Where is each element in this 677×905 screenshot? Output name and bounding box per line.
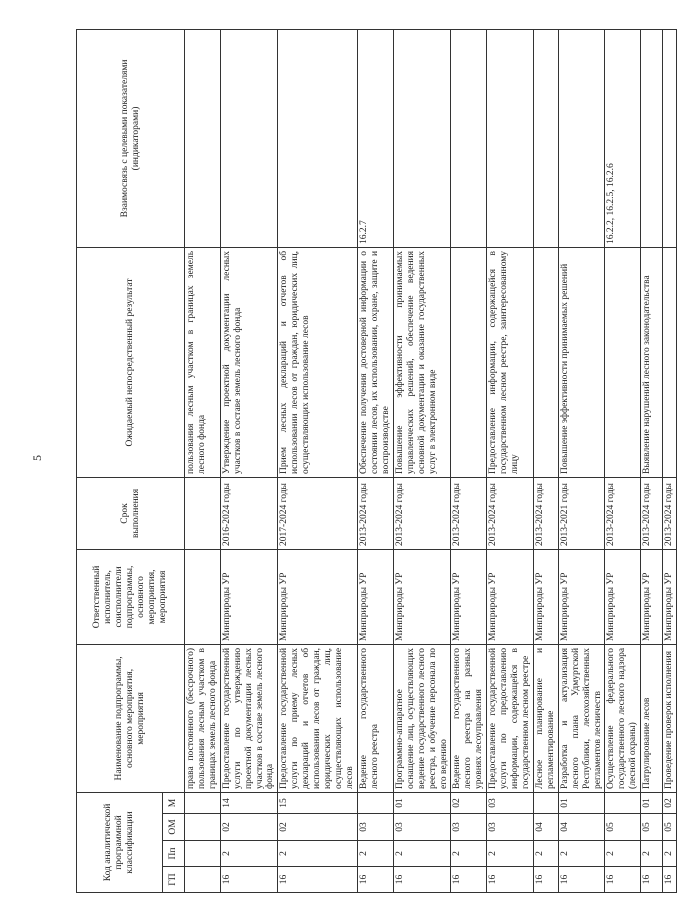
cell-m: 01 xyxy=(641,792,663,813)
table-stage xyxy=(76,30,675,893)
cell-gp: 16 xyxy=(605,867,641,893)
cell-name: Ведение государственного лесного реестра xyxy=(357,644,393,792)
cell-link xyxy=(393,29,451,247)
cell-executor: Минприроды УР xyxy=(641,549,663,644)
cell-executor xyxy=(185,549,221,644)
cell-name: Программно-аппаратное оснащение лиц, осуществляющих ведение государственного лесного реестра, и обучение персонала по его ведению xyxy=(393,644,451,792)
cell-pp: 2 xyxy=(663,841,677,867)
cell-gp: 16 xyxy=(641,867,663,893)
cell-gp: 16 xyxy=(533,867,558,893)
header-term: Срок выполнения xyxy=(77,477,185,549)
cell-pp: 2 xyxy=(220,841,278,867)
table-row xyxy=(451,29,487,892)
cell-term: 2013-2024 годы xyxy=(533,477,558,549)
cell-name: Предоставление государственной услуги по приему лесных деклараций и отчетов об использовании лесов от граждан, юридических лиц, осуществляющих использование лесов xyxy=(278,644,357,792)
cell-result: Предоставление информации, содержащейся в государственном лесном реестре, заинтересованному лицу xyxy=(487,247,534,477)
cell-gp: 16 xyxy=(558,867,605,893)
table-row xyxy=(487,29,534,892)
cell-term: 2013-2024 годы xyxy=(663,477,677,549)
header-link: Взаимосвязь с целевыми показателями (индикаторами) xyxy=(77,29,185,247)
cell-pp xyxy=(185,841,221,867)
cell-m xyxy=(533,792,558,813)
cell-pp: 2 xyxy=(487,841,534,867)
cell-om: 03 xyxy=(451,814,487,841)
cell-link: 16.2.7 xyxy=(357,29,393,247)
table-row xyxy=(605,29,641,892)
cell-gp xyxy=(185,867,221,893)
cell-name: Предоставление государственной услуги по утверждению проектной документации лесных участков в составе земель лесного фонда xyxy=(220,644,278,792)
cell-result: Прием лесных деклараций и отчетов об использовании лесов от граждан, юридических лиц, осуществляющих использование лесов xyxy=(278,247,357,477)
cell-term xyxy=(185,477,221,549)
cell-executor: Минприроды УР xyxy=(220,549,278,644)
table-row xyxy=(533,29,558,892)
cell-executor: Минприроды УР xyxy=(393,549,451,644)
cell-result: Повышение эффективности принимаемых решений xyxy=(558,247,605,477)
cell-om: 04 xyxy=(533,814,558,841)
cell-name: Разработка и актуализация лесного плана Удмуртской Республики, лесохозяйственных регламентов лесничеств xyxy=(558,644,605,792)
cell-link xyxy=(487,29,534,247)
cell-gp: 16 xyxy=(487,867,534,893)
cell-m: 01 xyxy=(558,792,605,813)
cell-name: Ведение государственного лесного реестра на разных уровнях лесоуправления xyxy=(451,644,487,792)
cell-link xyxy=(220,29,278,247)
cell-m: 14 xyxy=(220,792,278,813)
cell-term: 2016-2024 годы xyxy=(220,477,278,549)
cell-m xyxy=(185,792,221,813)
cell-m: 03 xyxy=(487,792,534,813)
cell-name: Предоставление государственной услуги по предоставлению информации, содержащейся в государственном лесном реестре xyxy=(487,644,534,792)
cell-gp: 16 xyxy=(357,867,393,893)
cell-name: Лесное планирование и регламентирование xyxy=(533,644,558,792)
cell-m xyxy=(357,792,393,813)
cell-term: 2013-2024 годы xyxy=(487,477,534,549)
cell-gp: 16 xyxy=(393,867,451,893)
header-result: Ожидаемый непосредственный результат xyxy=(77,247,185,477)
cell-link xyxy=(451,29,487,247)
cell-m: 02 xyxy=(663,792,677,813)
cell-result: Повышение эффективности принимаемых управленческих решений, обеспечение ведения основной документации и оказание государственных услуг в электронном виде xyxy=(393,247,451,477)
table-row xyxy=(558,29,605,892)
cell-link xyxy=(533,29,558,247)
header-gp: ГП xyxy=(163,867,185,893)
cell-link xyxy=(558,29,605,247)
cell-executor: Минприроды УР xyxy=(278,549,357,644)
table-row xyxy=(185,29,221,892)
cell-term: 2013-2024 годы xyxy=(393,477,451,549)
cell-term: 2013-2024 годы xyxy=(605,477,641,549)
cell-pp: 2 xyxy=(451,841,487,867)
cell-result: пользования лесным участком в границах земель лесного фонда xyxy=(185,247,221,477)
page-number: 5 xyxy=(30,455,44,461)
cell-result xyxy=(451,247,487,477)
header-name: Наименование подпрограммы, основного мероприятия, мероприятия xyxy=(77,644,185,792)
cell-result: Обеспечение получения достоверной информации о состоянии лесов, их использовании, охране, защите и воспроизводстве xyxy=(357,247,393,477)
cell-result: Выявление нарушений лесного законодательства xyxy=(641,247,663,477)
header-code-group: Код аналитической программной классификации xyxy=(77,792,163,892)
cell-pp: 2 xyxy=(393,841,451,867)
cell-om: 03 xyxy=(357,814,393,841)
table-row xyxy=(357,29,393,892)
cell-link: 16.2.2, 16.2.5, 16.2.6 xyxy=(605,29,641,247)
cell-m: 15 xyxy=(278,792,357,813)
cell-executor: Минприроды УР xyxy=(558,549,605,644)
cell-result xyxy=(663,247,677,477)
cell-executor: Минприроды УР xyxy=(533,549,558,644)
cell-pp: 2 xyxy=(357,841,393,867)
cell-executor: Минприроды УР xyxy=(357,549,393,644)
cell-pp: 2 xyxy=(533,841,558,867)
cell-executor: Минприроды УР xyxy=(605,549,641,644)
table-row xyxy=(641,29,663,892)
table-row xyxy=(220,29,278,892)
cell-pp: 2 xyxy=(558,841,605,867)
cell-m: 02 xyxy=(451,792,487,813)
cell-om: 05 xyxy=(641,814,663,841)
cell-m: 01 xyxy=(393,792,451,813)
header-executor: Ответственный исполнитель, соисполнители подпрограммы, основного мероприятия, мероприятия xyxy=(77,549,185,644)
cell-gp: 16 xyxy=(663,867,677,893)
table-row xyxy=(278,29,357,892)
cell-term: 2013-2024 годы xyxy=(357,477,393,549)
cell-link xyxy=(185,29,221,247)
cell-name: Проведение проверок исполнения xyxy=(663,644,677,792)
cell-result xyxy=(605,247,641,477)
cell-executor: Минприроды УР xyxy=(663,549,677,644)
cell-om: 02 xyxy=(278,814,357,841)
cell-om xyxy=(185,814,221,841)
cell-gp: 16 xyxy=(451,867,487,893)
cell-result xyxy=(533,247,558,477)
cell-om: 02 xyxy=(220,814,278,841)
cell-term: 2013-2021 годы xyxy=(558,477,605,549)
cell-link xyxy=(641,29,663,247)
cell-gp: 16 xyxy=(278,867,357,893)
cell-term: 2013-2024 годы xyxy=(451,477,487,549)
cell-link xyxy=(278,29,357,247)
table-row xyxy=(663,29,677,892)
cell-pp: 2 xyxy=(641,841,663,867)
program-table xyxy=(76,29,677,893)
rotated-table-frame xyxy=(76,30,675,893)
table-row xyxy=(393,29,451,892)
cell-name: Патрулирование лесов xyxy=(641,644,663,792)
cell-name: права постоянного (бессрочного) пользования лесным участком в границах земель лесного фонда xyxy=(185,644,221,792)
header-pp: Пп xyxy=(163,841,185,867)
cell-term: 2017-2024 годы xyxy=(278,477,357,549)
cell-term: 2013-2024 годы xyxy=(641,477,663,549)
cell-om: 05 xyxy=(605,814,641,841)
cell-result: Утверждение проектной документации лесных участков в составе земель лесного фонда xyxy=(220,247,278,477)
cell-executor: Минприроды УР xyxy=(487,549,534,644)
cell-gp: 16 xyxy=(220,867,278,893)
cell-pp: 2 xyxy=(605,841,641,867)
cell-name: Осуществление федерального государственного лесного надзора (лесной охраны) xyxy=(605,644,641,792)
cell-om: 03 xyxy=(393,814,451,841)
cell-om: 03 xyxy=(487,814,534,841)
cell-link xyxy=(663,29,677,247)
cell-om: 05 xyxy=(663,814,677,841)
cell-m xyxy=(605,792,641,813)
cell-executor: Минприроды УР xyxy=(451,549,487,644)
cell-pp: 2 xyxy=(278,841,357,867)
header-om: ОМ xyxy=(163,814,185,841)
header-m: М xyxy=(163,792,185,813)
cell-om: 04 xyxy=(558,814,605,841)
